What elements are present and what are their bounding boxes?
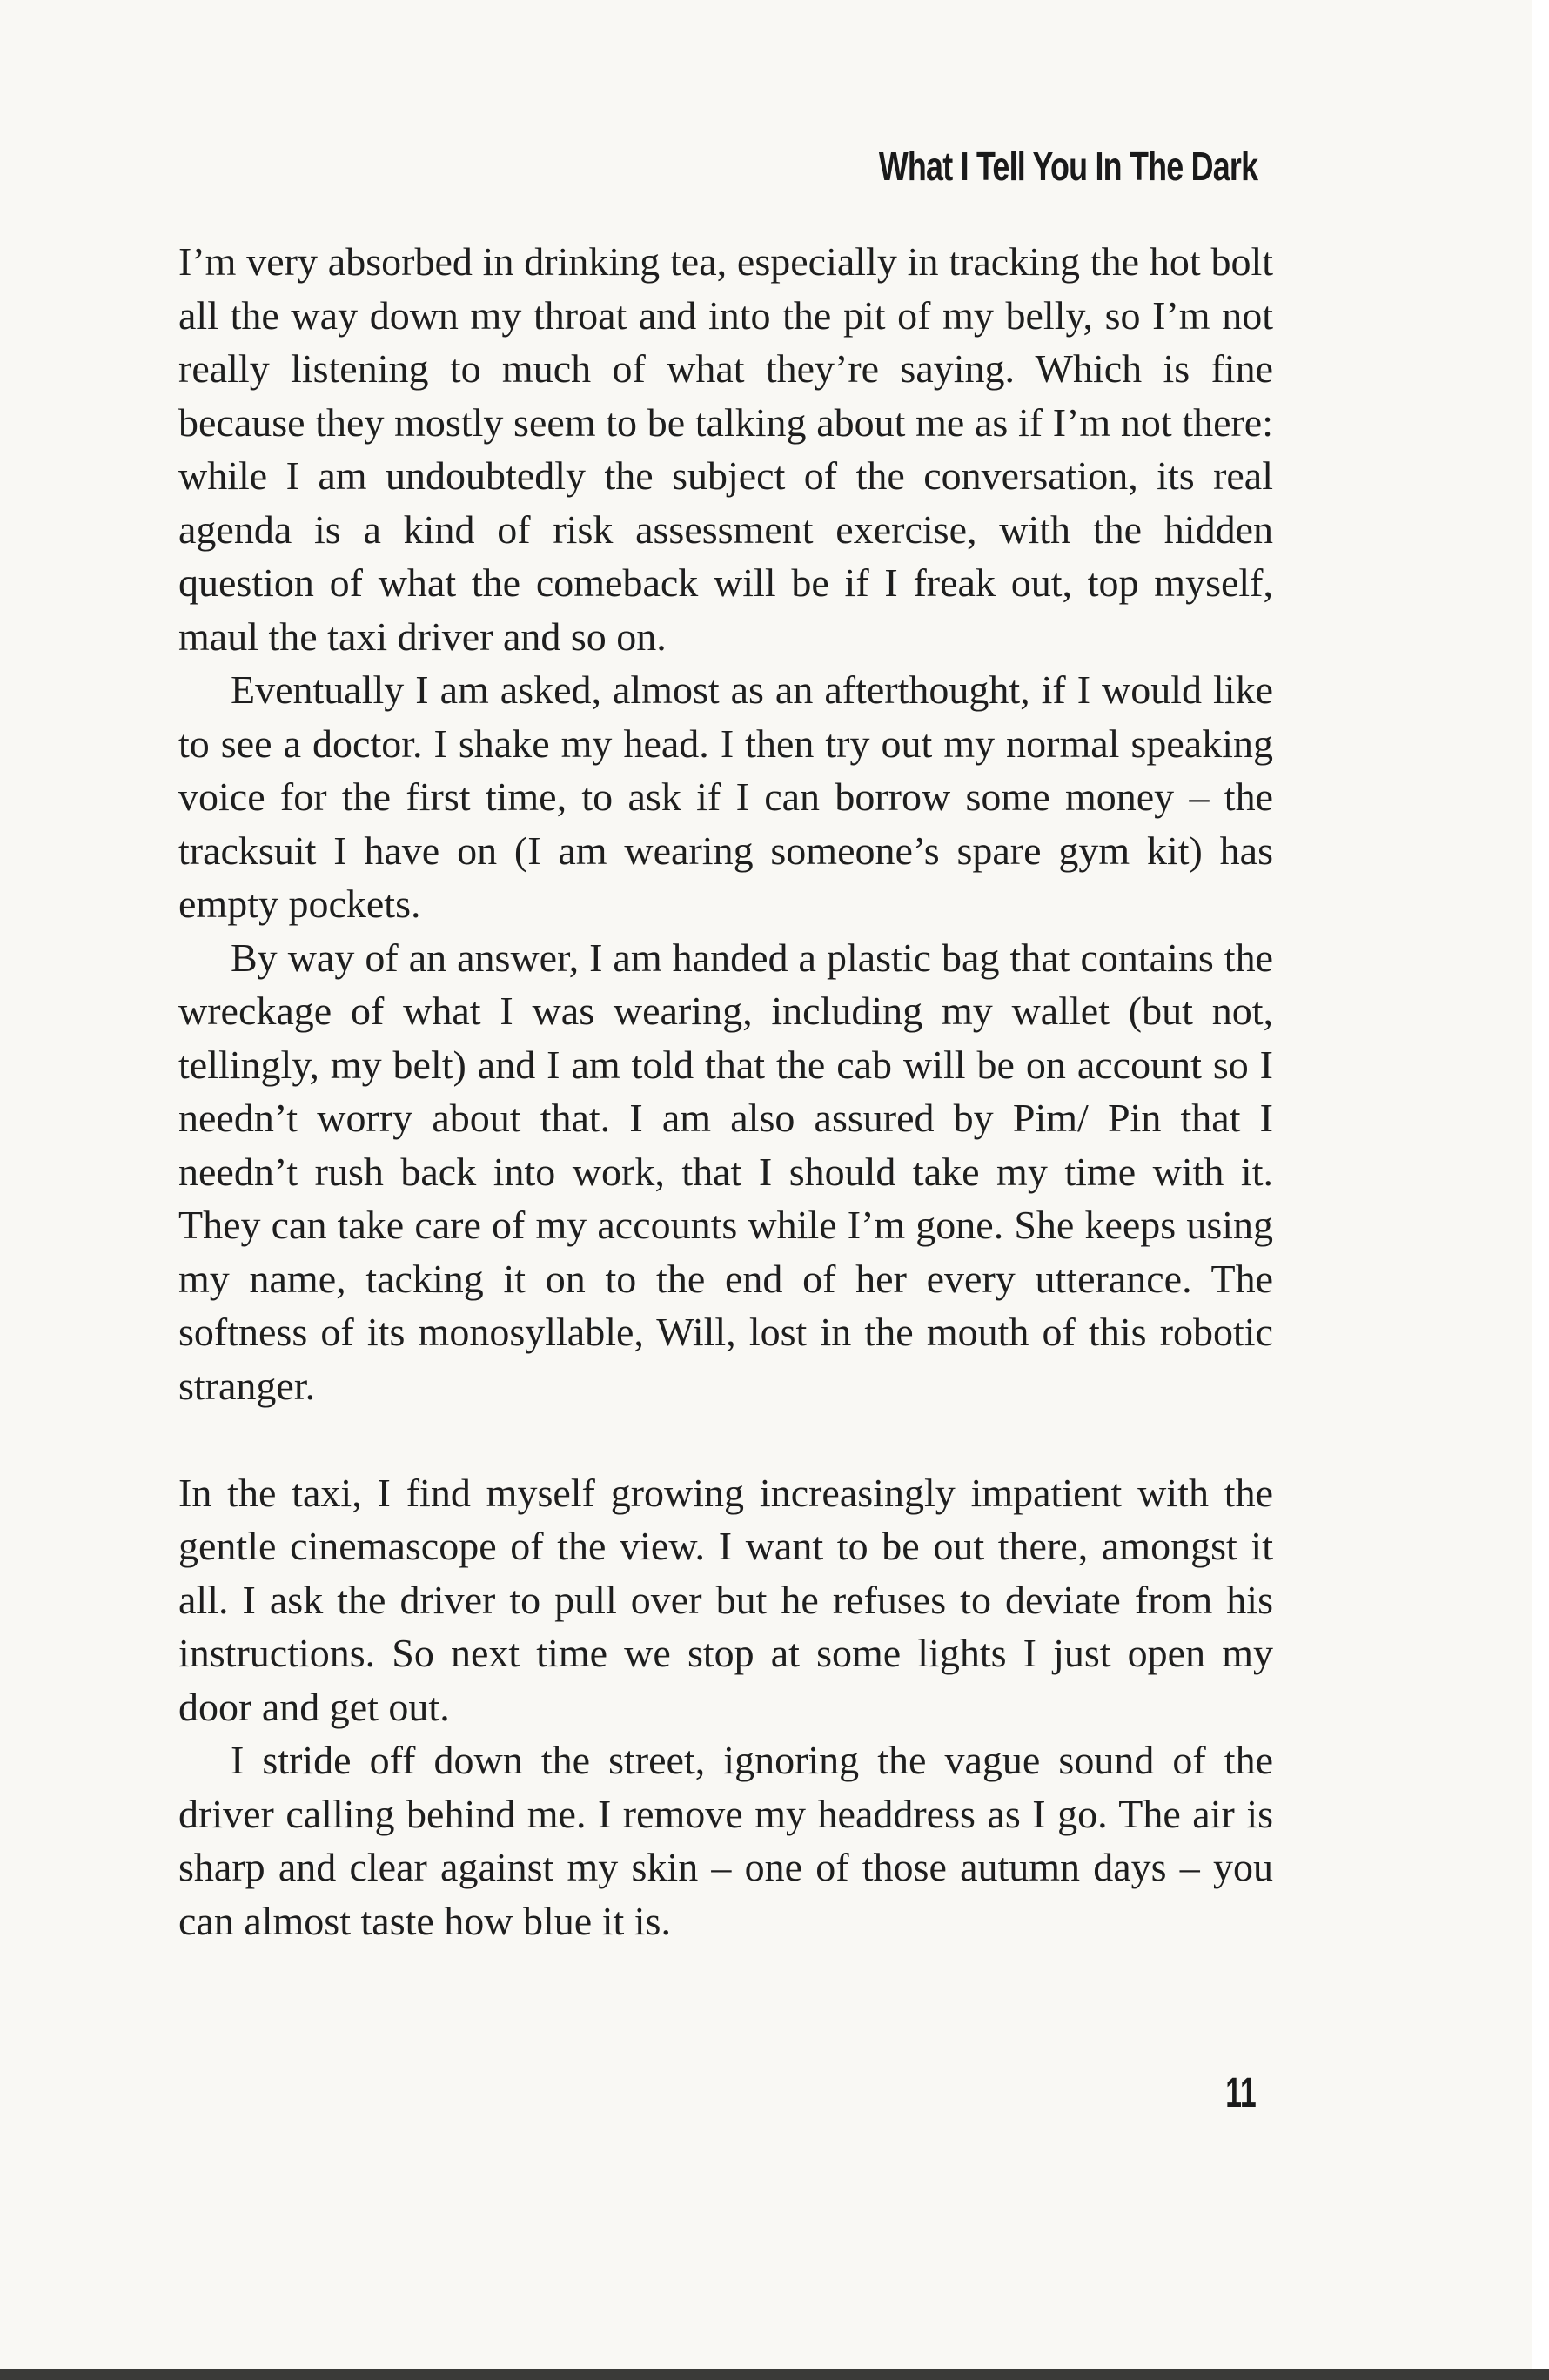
paragraph: I stride off down the street, ignoring the vague sound of the driver calling behind me. I remove my headdress as I go. The air is sharp and clear against my skin – one of those autumn days – you can almost taste how blue it is.	[178, 1738, 1273, 1943]
body-text	[178, 235, 1273, 1948]
paragraph: In the taxi, I find myself growing increasingly impatient with the gentle cinemascope of the view. I want to be out there, amongst it all. I ask the driver to pull over but he refuses to deviate from his instructions. So next time we stop at some lights I just open my door and get out.	[178, 1470, 1273, 1729]
scan-bottom-edge	[0, 2369, 1549, 2380]
page-edge	[1532, 0, 1549, 2380]
running-head: What I Tell You In The Dark	[878, 144, 1257, 189]
paragraph: By way of an answer, I am handed a plastic bag that contains the wreckage of what I was wearing, including my wallet (but not, tellingly, my belt) and I am told that the cab will be on account so I needn’t worry about that. I am also assured by Pim/ Pin that I needn’t rush back into work, that I should take my time with it. They can take care of my accounts while I’m gone. She keeps using my name, tacking it on to the end of her every utterance. The softness of its monosyllable, Will, lost in the mouth of this robotic stranger.	[178, 935, 1273, 1408]
page-number: 11	[1225, 2070, 1257, 2116]
paragraph: I’m very absorbed in drinking tea, especially in tracking the hot bolt all the way down my throat and into the pit of my belly, so I’m not really listening to much of what they’re saying. Which is fine because they mostly seem to be talking about me as if I’m not there: while I am undoubtedly the subject of the conversation, its real agenda is a kind of risk assessment exercise, with the hidden question of what the comeback will be if I freak out, top myself, maul the taxi driver and so on.	[178, 239, 1273, 659]
paragraph: Eventually I am asked, almost as an afterthought, if I would like to see a doctor. I shake my head. I then try out my normal speaking voice for the first time, to ask if I can borrow some money – the tracksuit I have on (I am wearing someone’s spare gym kit) has empty pockets.	[178, 667, 1273, 926]
